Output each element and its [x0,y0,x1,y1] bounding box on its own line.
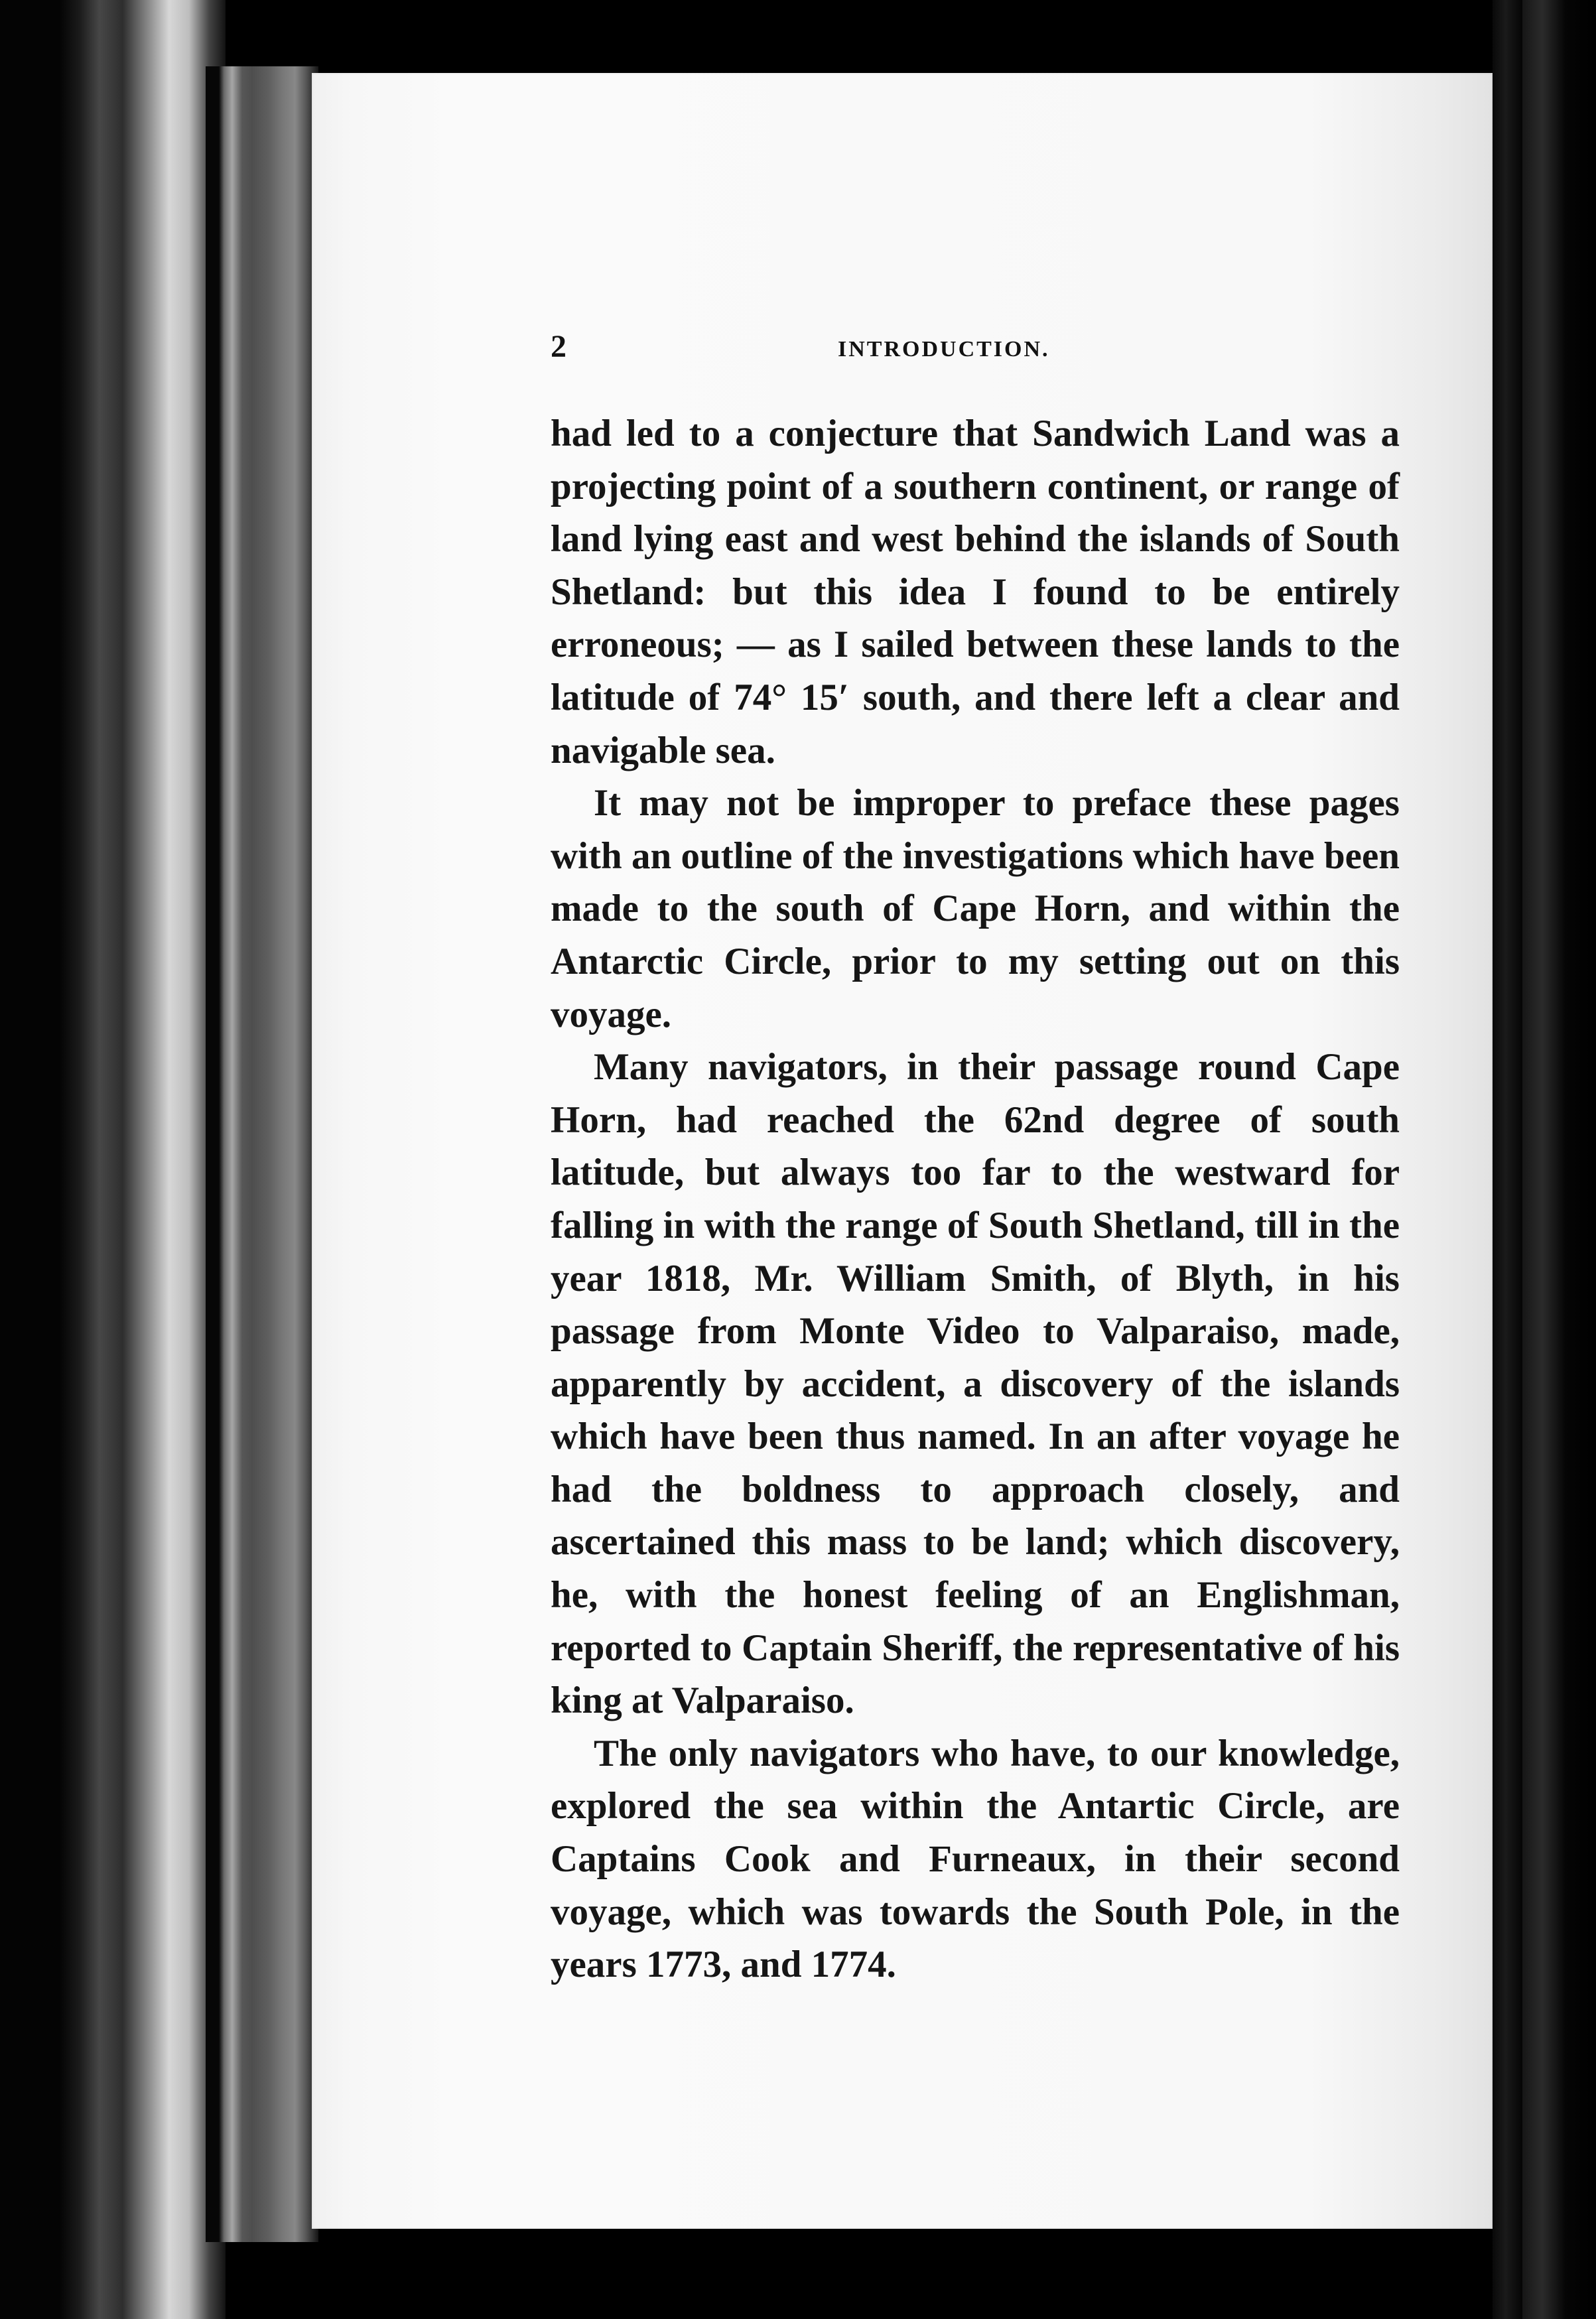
body-text [551,407,1400,1991]
paragraph-2: It may not be improper to preface these pages with an outline of the investigations which have been made to the south of Cape Horn, and within the Antarctic Circle, prior to my setting out on this voyage. [551,782,1400,1035]
running-title: INTRODUCTION. [838,337,1050,362]
paragraph-3: Many navigators, in their passage round Cape Horn, had reached the 62nd degree of south latitude, but always too far to the westward for falling in with the range of South Shetland, till in the year 1818, Mr. William Smith, of Blyth, in his passage from Monte Video to Valparaiso, made, apparently by accident, a discovery of the islands which have been thus named. In an after voyage he had the boldness to approach closely, and ascertained this mass to be land; which discovery, he, with the honest feeling of an Englishman, reported to Captain Sheriff, the representative of his king at Valparaiso. [551,1046,1400,1722]
running-header [551,328,1400,375]
page-number: 2 [551,329,568,364]
right-page-edge [1522,0,1596,2319]
left-scan-border [0,0,226,2319]
binding-edge [206,66,318,2242]
paragraph-1: had led to a conjecture that Sandwich Land was a projecting point of a southern continent, or range of land lying east and west behind the islands of South Shetland: but this idea I found to be entirely erroneous; — as I sailed between these lands to the latitude of 74° 15′ south, and there left a clear and navigable sea. [551,413,1400,771]
paragraph-4: The only navigators who have, to our knowledge, explored the sea within the Antartic Circle, are Captains Cook and Furneaux, in their second voyage, which was towards the South Pole, in the years 1773, and 1774. [551,1732,1400,1986]
